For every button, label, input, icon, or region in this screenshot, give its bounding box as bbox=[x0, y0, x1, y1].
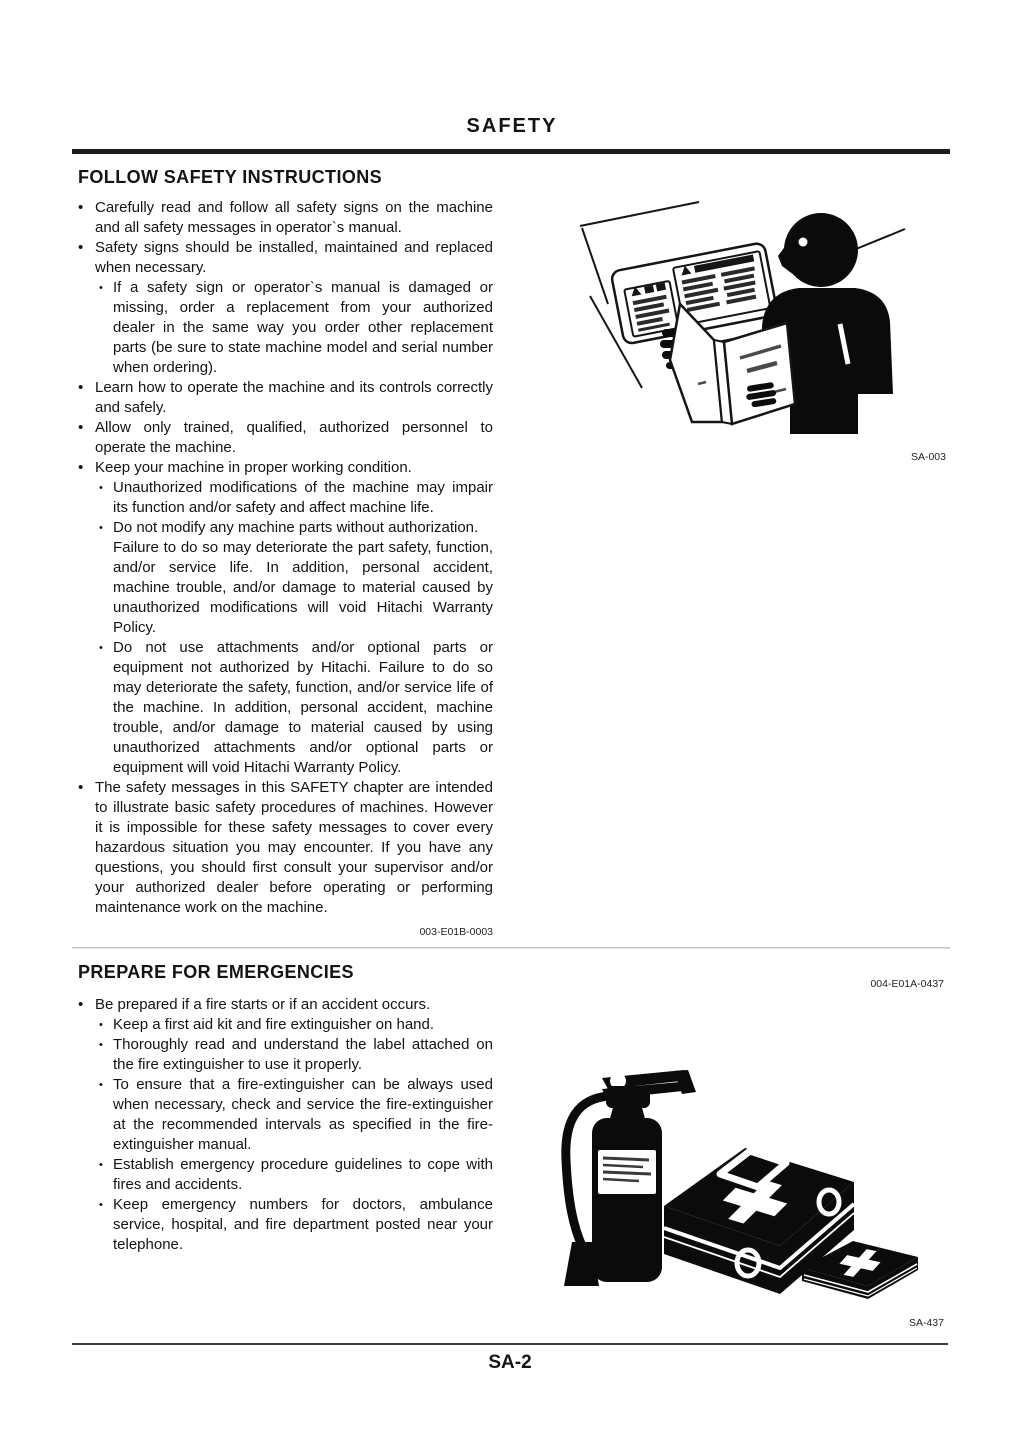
section-heading-follow-safety-instructions: FOLLOW SAFETY INSTRUCTIONS bbox=[78, 167, 383, 187]
figure-code: SA-437 bbox=[908, 1317, 944, 1329]
list-item-text: Learn how to operate the machine and its controls correctly and safely. bbox=[95, 379, 493, 416]
list-item bbox=[78, 1035, 493, 1075]
list-item bbox=[78, 198, 493, 238]
list-item-text: Keep your machine in proper working condition. bbox=[95, 459, 412, 476]
bullet-marker: • bbox=[78, 239, 84, 256]
list-item-text: Safety signs should be installed, maintained and replaced when necessary. bbox=[95, 239, 493, 276]
list-item bbox=[78, 1075, 493, 1155]
list-item bbox=[78, 538, 493, 638]
list-item bbox=[78, 418, 493, 458]
figure-code: SA-003 bbox=[910, 451, 946, 463]
list-item bbox=[78, 278, 493, 378]
fire-extinguisher-first-aid-kit-illustration bbox=[552, 1056, 952, 1310]
section2-list bbox=[78, 995, 493, 1255]
list-item-text: Keep emergency numbers for doctors, ambulance service, hospital, and fire department posted near your telephone. bbox=[113, 1196, 493, 1253]
title-double-rule bbox=[72, 149, 950, 154]
bullet-marker: • bbox=[78, 419, 84, 436]
bullet-marker: • bbox=[78, 996, 84, 1013]
sub-bullet-marker: • bbox=[99, 522, 103, 534]
section1-reference-code: 003-E01B-0003 bbox=[419, 926, 493, 938]
bullet-marker: • bbox=[78, 779, 84, 796]
list-item-text: Establish emergency procedure guidelines to cope with fires and accidents. bbox=[113, 1156, 493, 1193]
section1-list bbox=[78, 198, 493, 918]
list-item bbox=[78, 995, 493, 1015]
list-item bbox=[78, 478, 493, 518]
list-item-text: Be prepared if a fire starts or if an accident occurs. bbox=[95, 996, 431, 1013]
list-item bbox=[78, 1155, 493, 1195]
sub-bullet-marker: • bbox=[99, 482, 103, 494]
section2-reference-code: 004-E01A-0437 bbox=[870, 978, 944, 990]
page-number: SA-2 bbox=[488, 1352, 532, 1373]
list-item-text: Failure to do so may deteriorate the part safety, function, and/or service life. In addition, personal accident, machine trouble, and/or damage to material caused by unauthorized modifications will void Hitachi Warranty Policy. bbox=[113, 539, 493, 636]
bullet-marker: • bbox=[78, 459, 84, 476]
list-item-text: Carefully read and follow all safety signs on the machine and all safety messages in operator`s manual. bbox=[95, 199, 493, 236]
list-item-text: Keep a first aid kit and fire extinguisher on hand. bbox=[113, 1016, 435, 1033]
section2-header-row bbox=[72, 962, 950, 995]
list-item-text: Allow only trained, qualified, authorized personnel to operate the machine. bbox=[95, 419, 493, 456]
sub-bullet-marker: • bbox=[99, 1159, 103, 1171]
list-item bbox=[78, 638, 493, 778]
list-item-text: To ensure that a fire-extinguisher can be always used when necessary, check and service the fire-extinguisher at the recommended intervals as specified in the fire-extinguisher manual. bbox=[113, 1076, 493, 1153]
list-item-text: Unauthorized modifications of the machine may impair its function and/or safety and affect machine life. bbox=[113, 479, 493, 516]
list-item bbox=[78, 458, 493, 478]
list-item bbox=[78, 778, 493, 918]
list-item-text: If a safety sign or operator`s manual is damaged or missing, order a replacement from your authorized dealer in the same way you order other replacement parts (be sure to state machine model and serial number when ordering). bbox=[113, 279, 493, 376]
list-item bbox=[78, 238, 493, 278]
sub-bullet-marker: • bbox=[99, 282, 103, 294]
bullet-marker: • bbox=[78, 199, 84, 216]
figure-emergency-equipment bbox=[552, 1056, 952, 1329]
sub-bullet-marker: • bbox=[99, 1019, 103, 1031]
list-item bbox=[78, 1195, 493, 1255]
list-item-text: Do not use attachments and/or optional parts or equipment not authorized by Hitachi. Failure to do so may deteriorate the safety, function, and/or service life of the machine. In addition, personal accident, machine trouble, and/or damage to material caused by using unauthorized attachments and/or optional parts or equipment will void Hitachi Warranty Policy. bbox=[113, 639, 493, 776]
list-item bbox=[78, 378, 493, 418]
list-item-text: Do not modify any machine parts without authorization. bbox=[113, 519, 479, 536]
sub-bullet-marker: • bbox=[99, 1079, 103, 1091]
sub-bullet-marker: • bbox=[99, 1039, 103, 1051]
page-title: SAFETY bbox=[466, 115, 558, 137]
list-item-text: The safety messages in this SAFETY chapter are intended to illustrate basic safety procedures of machines. However it is impossible for these safety messages to cover every hazardous situation you may encounter. If you have any questions, you should first consult your supervisor and/or your authorized dealer before operating or performing maintenance work on the machine. bbox=[95, 779, 493, 916]
bullet-marker: • bbox=[78, 379, 84, 396]
list-item-text: Thoroughly read and understand the label attached on the fire extinguisher to use it properly. bbox=[113, 1036, 493, 1073]
footer-rule bbox=[72, 1343, 948, 1345]
section-heading-prepare-for-emergencies: PREPARE FOR EMERGENCIES bbox=[78, 962, 354, 982]
sub-bullet-marker: • bbox=[99, 1199, 103, 1211]
list-item bbox=[78, 518, 493, 538]
list-item bbox=[78, 1015, 493, 1035]
section-separator-rule bbox=[72, 947, 950, 949]
sub-bullet-marker: • bbox=[99, 642, 103, 654]
figure-operator-reading-manual bbox=[556, 192, 960, 463]
operator-reading-manual-illustration bbox=[556, 192, 960, 444]
